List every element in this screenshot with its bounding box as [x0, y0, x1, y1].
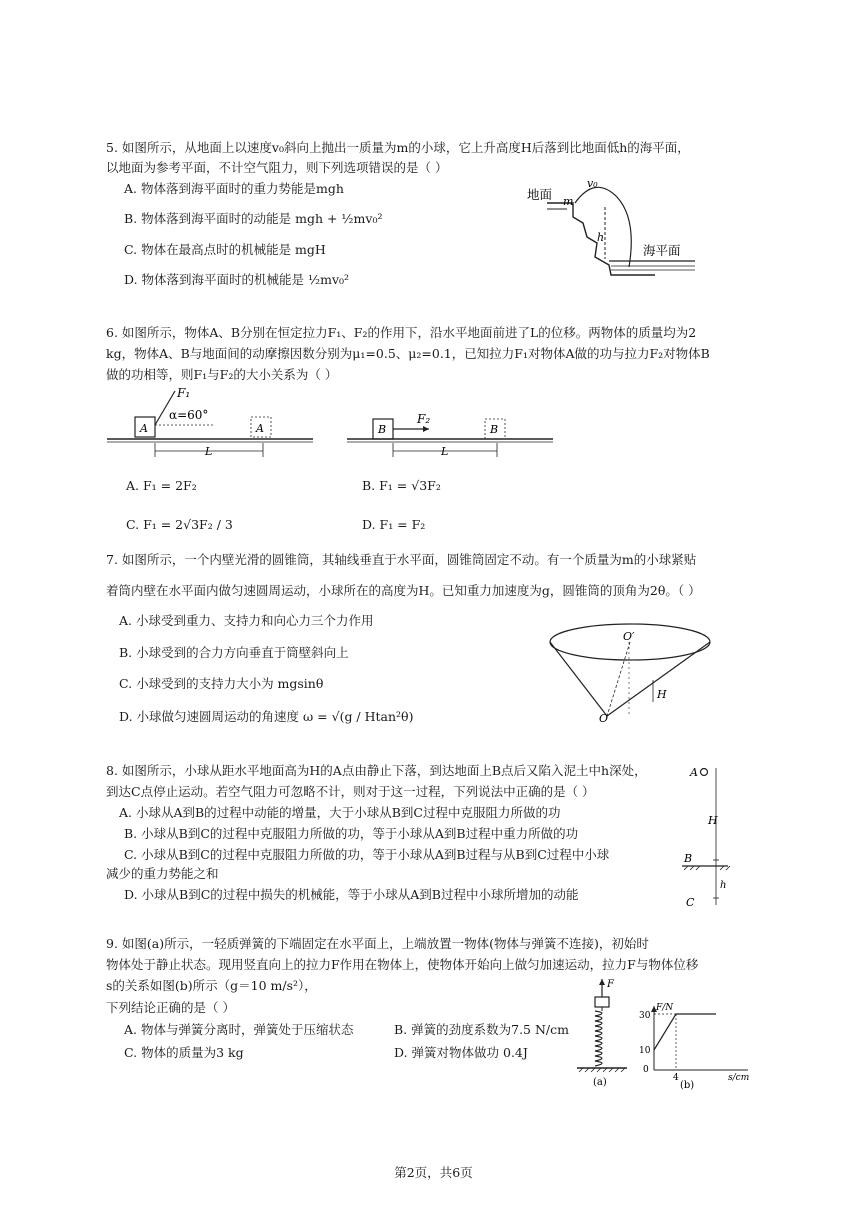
q6-figure-a	[105, 385, 315, 460]
q9-stem-line2: 物体处于静止状态。现用竖直向上的拉力F作用在物体上，使物体开始向上做匀加速运动，拉力F与物体位移	[106, 957, 699, 972]
q7-cone-figure	[545, 620, 715, 725]
q6-stem-line2: kg，物体A、B与地面间的动摩擦因数分别为μ₁=0.5、μ₂=0.1，已知拉力F₁对物体A做的功与拉力F₂对物体B	[106, 346, 710, 361]
q6-fig-l2-label: L	[441, 445, 449, 458]
q6-option-d: D. F₁ = F₂	[362, 517, 426, 532]
q5-fig-sea-label: 海平面	[643, 243, 681, 258]
q6-option-b: B. F₁ = √3F₂	[362, 478, 441, 493]
q6-fig-angle-label: α=60°	[169, 408, 209, 422]
q8-fig-a-label: A	[690, 766, 698, 779]
q8-stem-line1: 8. 如图所示，小球从距水平地面高为H的A点由静止下落，到达地面上B点后又陷入泥土中h深处，	[106, 763, 647, 778]
q9-option-b: B. 弹簧的劲度系数为7.5 N/cm	[394, 1022, 569, 1037]
q6-fig-block-b2-label: B	[490, 423, 499, 436]
q5-fig-h-label: h	[597, 231, 605, 244]
q8-option-b: B. 小球从B到C的过程中克服阻力所做的功，等于小球从A到B过程中重力所做的功	[124, 826, 579, 841]
q7-stem-line1: 7. 如图所示，一个内壁光滑的圆锥筒，其轴线垂直于水平面，圆锥筒固定不动。有一个质量为m的小球紧贴	[106, 552, 697, 567]
page-footer: 第2页，共6页	[394, 1165, 473, 1180]
q7-option-b: B. 小球受到的合力方向垂直于筒壁斜向上	[119, 645, 349, 660]
q7-fig-o-label: O	[599, 712, 609, 725]
q8-option-a: A. 小球从A到B的过程中动能的增量，大于小球从B到C过程中克服阻力所做的功	[119, 805, 561, 820]
q9-fig-a-caption: (a)	[593, 1077, 607, 1088]
q7-option-d: D. 小球做匀速圆周运动的角速度 ω = √(g / Htan²θ)	[119, 709, 414, 724]
q9-stem-line4: 下列结论正确的是（ ）	[106, 1000, 235, 1015]
q9-graph-tick-30: 30	[639, 1011, 651, 1021]
q9-graph-tick-10: 10	[639, 1046, 651, 1056]
q7-fig-o-prime-label: O′	[623, 630, 635, 643]
q8-figure	[680, 760, 740, 910]
q8-option-c-line2: 减少的重力势能之和	[106, 866, 219, 881]
q9-graph-x-axis-label: s/cm	[728, 1073, 750, 1083]
q5-stem-line1: 5. 如图所示，从地面上以速度v₀斜向上抛出一质量为m的小球，它上升高度H后落到比地面低h的海平面，	[106, 140, 690, 155]
q9-graph-figure	[630, 1000, 755, 1090]
q6-option-a: A. F₁ = 2F₂	[126, 478, 197, 493]
q6-fig-l1-label: L	[205, 445, 213, 458]
q5-fig-ground-label: 地面	[527, 187, 553, 202]
q7-option-c: C. 小球受到的支持力大小为 mgsinθ	[119, 676, 324, 691]
q5-option-c: C. 物体在最高点时的机械能是 mgH	[124, 242, 326, 257]
q7-fig-h-label: H	[657, 688, 667, 701]
q6-fig-f2-label: F₂	[417, 412, 431, 426]
q8-option-c-line1: C. 小球从B到C的过程中克服阻力所做的功，等于小球从A到B过程与从B到C过程中小球	[124, 847, 610, 862]
q8-fig-c-label: C	[686, 896, 695, 909]
q9-spring-figure	[575, 975, 630, 1090]
q5-figure	[525, 175, 725, 285]
q6-figure-b	[345, 405, 555, 460]
q9-stem-line3: s的关系如图(b)所示（g＝10 m/s²），	[106, 978, 317, 993]
q9-fig-b-caption: (b)	[680, 1080, 695, 1090]
q7-option-a: A. 小球受到重力、支持力和向心力三个力作用	[119, 613, 374, 628]
q6-fig-block-a-label: A	[140, 422, 148, 435]
q7-stem-line2: 着筒内壁在水平面内做匀速圆周运动，小球所在的高度为H。已知重力加速度为g，圆锥筒的顶角为2θ。（ ）	[106, 583, 701, 598]
q6-fig-f1-label: F₁	[177, 386, 191, 400]
q9-graph-y-axis-label: F/N	[656, 1003, 674, 1013]
q9-fig-f-label: F	[607, 979, 614, 990]
q6-stem-line1: 6. 如图所示，物体A、B分别在恒定拉力F₁、F₂的作用下，沿水平地面前进了L的位移。两物体的质量均为2	[106, 325, 697, 340]
q8-stem-line2: 到达C点停止运动。若空气阻力可忽略不计，则对于这一过程，下列说法中正确的是（ ）	[106, 784, 595, 799]
q9-graph-tick-4: 4	[673, 1073, 679, 1083]
q6-option-c: C. F₁ = 2√3F₂ / 3	[126, 517, 233, 532]
q9-option-a: A. 物体与弹簧分离时，弹簧处于压缩状态	[124, 1022, 354, 1037]
q5-fig-m-label: m	[563, 195, 574, 208]
q5-option-d: D. 物体落到海平面时的机械能是 ½mv₀²	[124, 272, 350, 287]
q9-stem-line1: 9. 如图(a)所示，一轻质弹簧的下端固定在水平面上，上端放置一物体(物体与弹簧不连接)，初始时	[106, 936, 649, 951]
q5-option-a: A. 物体落到海平面时的重力势能是mgh	[124, 181, 344, 196]
q9-graph-tick-0: 0	[643, 1065, 649, 1075]
q5-stem-line2: 以地面为参考平面，不计空气阻力，则下列选项错误的是（ ）	[106, 160, 448, 175]
q5-fig-v0-label: v₀	[587, 177, 598, 190]
q8-option-d: D. 小球从B到C的过程中损失的机械能，等于小球从A到B过程中小球所增加的动能	[124, 887, 579, 902]
q6-fig-block-a2-label: A	[256, 422, 264, 435]
q8-fig-h-lower-label: h	[720, 880, 727, 891]
q5-option-b: B. 物体落到海平面时的动能是 mgh + ½mv₀²	[124, 211, 383, 226]
q8-fig-b-label: B	[684, 852, 693, 865]
q9-option-c: C. 物体的质量为3 kg	[124, 1045, 244, 1060]
q6-stem-line3: 做的功相等，则F₁与F₂的大小关系为（ ）	[106, 367, 338, 382]
q6-fig-block-b-label: B	[378, 423, 387, 436]
q9-option-d: D. 弹簧对物体做功 0.4J	[394, 1045, 528, 1060]
q8-fig-h-upper-label: H	[708, 814, 718, 827]
